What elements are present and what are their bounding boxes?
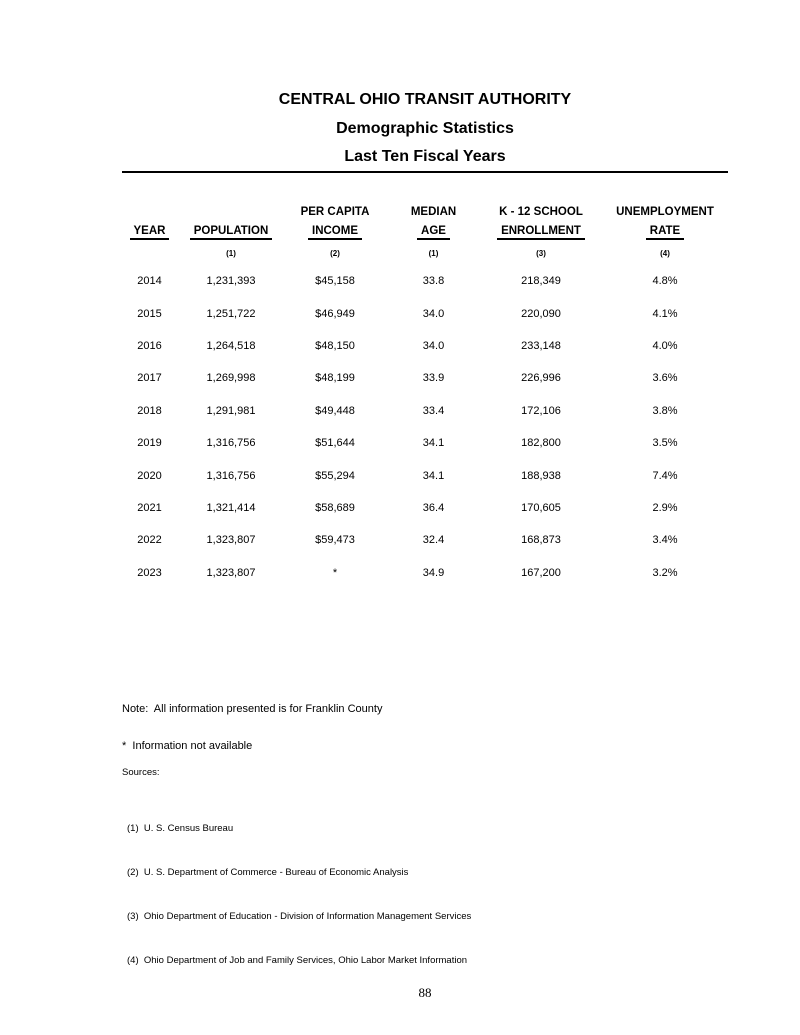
table-cell: 2023 <box>137 566 162 579</box>
table-cell: $45,158 <box>315 275 355 288</box>
table-row <box>122 297 730 329</box>
source-item: (4) Ohio Department of Job and Family Services, Ohio Labor Market Information <box>127 954 468 966</box>
column-label: AGE <box>385 218 482 242</box>
table-cell: 3.5% <box>652 437 678 450</box>
page-number: 88 <box>418 985 432 1000</box>
table-cell: $49,448 <box>315 404 355 417</box>
table-row <box>122 524 730 556</box>
sources-label: Sources: <box>122 767 160 778</box>
asterisk-note: * Information not available <box>122 740 253 752</box>
document-subtitle-period: Last Ten Fiscal Years <box>344 148 506 165</box>
table-cell: 1,251,722 <box>206 307 256 320</box>
table-cell: 2020 <box>137 469 162 482</box>
table-cell: 4.0% <box>652 339 678 352</box>
table-cell: $48,199 <box>315 372 355 385</box>
table-cell: 1,291,981 <box>206 404 256 417</box>
table-row <box>122 330 730 362</box>
column-label: ENROLLMENT <box>482 218 600 242</box>
table-cell: 33.9 <box>422 372 445 385</box>
document-title: CENTRAL OHIO TRANSIT AUTHORITY <box>278 91 572 108</box>
county-note: Note: All information presented is for Franklin County <box>122 703 383 715</box>
header-main-row <box>122 218 730 242</box>
column-top-label <box>177 196 285 218</box>
table-cell: 226,996 <box>521 372 561 385</box>
table-header <box>122 196 730 265</box>
table-cell: 220,090 <box>521 307 561 320</box>
column-label: RATE <box>600 218 730 242</box>
column-label: YEAR <box>122 218 177 242</box>
column-top-label <box>122 196 177 218</box>
table-cell: 188,938 <box>521 469 561 482</box>
table-body <box>122 265 730 589</box>
table-cell: 3.8% <box>652 404 678 417</box>
table-cell: 3.6% <box>652 372 678 385</box>
header-footnote-row <box>122 242 730 265</box>
table-cell: 3.4% <box>652 534 678 547</box>
source-item: (3) Ohio Department of Education - Division of Information Management Services <box>127 910 472 922</box>
table-cell: 7.4% <box>652 469 678 482</box>
table-cell: 34.0 <box>422 307 445 320</box>
table-cell: 2021 <box>137 501 162 514</box>
column-footnote-ref: (1) <box>226 249 236 258</box>
table-row <box>122 362 730 394</box>
table-cell: 218,349 <box>521 275 561 288</box>
column-top-label: PER CAPITA <box>300 206 370 218</box>
table-row <box>122 459 730 491</box>
table-cell: 1,316,756 <box>206 469 256 482</box>
table-row <box>122 265 730 297</box>
column-label: INCOME <box>285 218 385 242</box>
table-cell: 1,264,518 <box>206 339 256 352</box>
table-cell: 2018 <box>137 404 162 417</box>
header-top-row <box>122 196 730 218</box>
table-cell: 2017 <box>137 372 162 385</box>
column-footnote-ref: (4) <box>660 249 670 258</box>
sources-list <box>127 793 471 997</box>
table-cell: 1,323,807 <box>206 566 256 579</box>
document-subtitle: Demographic Statistics <box>336 119 514 137</box>
source-item: (2) U. S. Department of Commerce - Bureau of Economic Analysis <box>127 866 409 878</box>
column-top-label: UNEMPLOYMENT <box>616 206 714 218</box>
table-cell: 4.8% <box>652 275 678 288</box>
table-cell: 3.2% <box>652 566 678 579</box>
table-cell: 2019 <box>137 437 162 450</box>
table-cell: $51,644 <box>315 437 355 450</box>
table-cell: 1,323,807 <box>206 534 256 547</box>
table-cell: $59,473 <box>315 534 355 547</box>
table-cell: 32.4 <box>422 534 445 547</box>
table-cell: $55,294 <box>315 469 355 482</box>
table-cell: 36.4 <box>422 501 445 514</box>
table-row <box>122 395 730 427</box>
table-cell: 172,106 <box>521 404 561 417</box>
column-footnote-ref: (3) <box>536 249 546 258</box>
column-footnote-ref: (2) <box>330 249 340 258</box>
title-block <box>122 86 728 172</box>
table-cell: $58,689 <box>315 501 355 514</box>
table-cell: 34.9 <box>422 566 445 579</box>
table-cell: 4.1% <box>652 307 678 320</box>
table-cell: 233,148 <box>521 339 561 352</box>
table-cell: 34.1 <box>422 469 445 482</box>
table-cell: 2022 <box>137 534 162 547</box>
column-label: POPULATION <box>177 218 285 242</box>
table-cell: 170,605 <box>521 501 561 514</box>
column-top-label: K - 12 SCHOOL <box>499 206 583 218</box>
table-row <box>122 557 730 589</box>
table-cell: 1,321,414 <box>206 501 256 514</box>
table-cell: 33.4 <box>422 404 445 417</box>
table-row <box>122 492 730 524</box>
table-cell: 33.8 <box>422 275 445 288</box>
table-cell: 1,231,393 <box>206 275 256 288</box>
table-cell: 1,269,998 <box>206 372 256 385</box>
column-top-label: MEDIAN <box>410 206 457 218</box>
table-cell: 2.9% <box>652 501 678 514</box>
column-footnote-ref <box>122 242 177 265</box>
table-cell: 2016 <box>137 339 162 352</box>
table-cell: 168,873 <box>521 534 561 547</box>
source-item: (1) U. S. Census Bureau <box>127 823 234 835</box>
table-cell: * <box>332 566 338 579</box>
table-cell: $48,150 <box>315 339 355 352</box>
table-cell: $46,949 <box>315 307 355 320</box>
table-cell: 167,200 <box>521 566 561 579</box>
table-cell: 1,316,756 <box>206 437 256 450</box>
table-row <box>122 427 730 459</box>
horizontal-rule <box>122 171 728 173</box>
table-cell: 34.0 <box>422 339 445 352</box>
table-cell: 2015 <box>137 307 162 320</box>
column-footnote-ref: (1) <box>428 249 439 258</box>
table-cell: 2014 <box>137 275 162 288</box>
table-cell: 34.1 <box>422 437 445 450</box>
table-cell: 182,800 <box>521 437 561 450</box>
statistics-table <box>122 196 730 589</box>
